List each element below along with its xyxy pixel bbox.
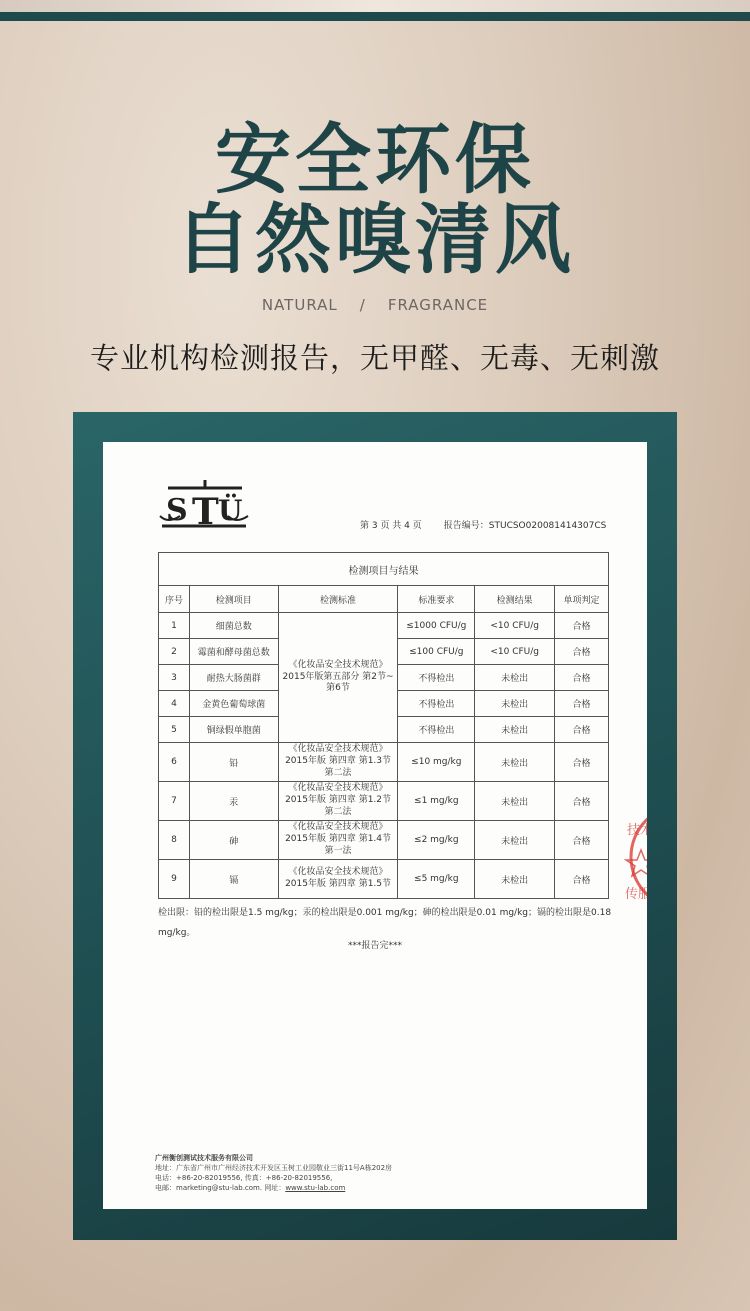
row-verdict: 合格 <box>555 717 609 743</box>
row-requirement: ≤1000 CFU/g <box>398 613 475 639</box>
row-requirement: ≤100 CFU/g <box>398 639 475 665</box>
merged-standard-cell: 《化妆品安全技术规范》2015年版第五部分 第2节~第6节 <box>278 613 398 743</box>
table-row <box>159 743 609 782</box>
row-number: 2 <box>159 639 190 665</box>
stu-logo <box>158 476 250 532</box>
row-result: 未检出 <box>475 665 555 691</box>
row-number: 3 <box>159 665 190 691</box>
row-requirement: 不得检出 <box>398 665 475 691</box>
row-verdict: 合格 <box>555 665 609 691</box>
row-requirement: 不得检出 <box>398 717 475 743</box>
row-item: 耐热大肠菌群 <box>189 665 278 691</box>
row-item: 汞 <box>189 782 278 821</box>
row-verdict: 合格 <box>555 860 609 899</box>
row-verdict: 合格 <box>555 743 609 782</box>
row-result: <10 CFU/g <box>475 639 555 665</box>
row-number: 7 <box>159 782 190 821</box>
row-number: 5 <box>159 717 190 743</box>
stamp-text-bottom: 传服 <box>625 887 652 902</box>
table-title: 检测项目与结果 <box>159 553 609 586</box>
report-number: 报告编号：STUCSO020081414307CS <box>443 521 607 531</box>
stamp-text-top: 技术 <box>627 823 654 838</box>
logo-letter-s: S <box>166 493 188 528</box>
report-end-mark: ***报告完*** <box>347 941 402 951</box>
row-item: 细菌总数 <box>189 613 278 639</box>
table-row <box>159 782 609 821</box>
results-table <box>158 552 609 899</box>
column-header: 检测结果 <box>475 586 555 613</box>
row-requirement: ≤2 mg/kg <box>398 821 475 860</box>
row-requirement: 不得检出 <box>398 691 475 717</box>
row-result: 未检出 <box>475 743 555 782</box>
subtitle-right: FRAGRANCE <box>387 296 489 314</box>
subtitle-separator: / <box>359 296 366 314</box>
row-result: 未检出 <box>475 860 555 899</box>
table-title-row <box>159 553 609 586</box>
row-item: 砷 <box>189 821 278 860</box>
row-requirement: ≤10 mg/kg <box>398 743 475 782</box>
footer-contact <box>155 1183 392 1193</box>
logo-letter-u: Ü <box>218 494 243 527</box>
row-standard: 《化妆品安全技术规范》2015年版 第四章 第1.5节 <box>278 860 398 899</box>
table-header-row <box>159 586 609 613</box>
table-row <box>159 860 609 899</box>
row-verdict: 合格 <box>555 639 609 665</box>
row-standard: 《化妆品安全技术规范》2015年版 第四章 第1.4节 第一法 <box>278 821 398 860</box>
red-seal-stamp <box>623 802 654 912</box>
report-document <box>103 442 654 1209</box>
footer-address: 地址：广东省广州市广州经济技术开发区玉树工业园敬业三街11号A栋202房 <box>155 1164 393 1172</box>
row-number: 6 <box>159 743 190 782</box>
footer-phone: 电话：+86-20-82019556, 传真：+86-20-82019556, <box>155 1174 333 1182</box>
row-number: 9 <box>159 860 190 899</box>
tagline: 专业机构检测报告，无甲醛、无毒、无刺激 <box>89 341 660 375</box>
row-requirement: ≤5 mg/kg <box>398 860 475 899</box>
column-header: 检测项目 <box>189 586 278 613</box>
row-result: 未检出 <box>475 717 555 743</box>
logo-letter-t: T <box>192 491 219 532</box>
column-header: 标准要求 <box>398 586 475 613</box>
footer-company: 广州衡创测试技术服务有限公司 <box>155 1154 253 1162</box>
detection-limits-note: 检出限：铅的检出限是1.5 mg/kg；汞的检出限是0.001 mg/kg；砷的检出限是0.01 mg/kg；镉的检出限是0.18 mg/kg。 <box>158 908 612 938</box>
row-result: 未检出 <box>475 821 555 860</box>
row-item: 金黄色葡萄球菌 <box>189 691 278 717</box>
row-number: 8 <box>159 821 190 860</box>
column-header: 检测标准 <box>278 586 398 613</box>
row-standard: 《化妆品安全技术规范》2015年版 第四章 第1.3节 第二法 <box>278 743 398 782</box>
top-strip <box>0 0 750 12</box>
row-result: 未检出 <box>475 782 555 821</box>
row-verdict: 合格 <box>555 782 609 821</box>
row-number: 4 <box>159 691 190 717</box>
footer-email: 电邮：marketing@stu-lab.com. 网址： <box>155 1184 286 1192</box>
headline-line-1: 安全环保 <box>215 115 535 204</box>
footer-website-link[interactable]: www.stu-lab.com <box>285 1184 346 1192</box>
row-item: 铜绿假单胞菌 <box>189 717 278 743</box>
row-item: 铅 <box>189 743 278 782</box>
row-standard: 《化妆品安全技术规范》2015年版 第四章 第1.2节 第二法 <box>278 782 398 821</box>
row-verdict: 合格 <box>555 821 609 860</box>
column-header: 单项判定 <box>555 586 609 613</box>
document-footer <box>155 1153 392 1193</box>
table-row <box>159 613 609 639</box>
row-verdict: 合格 <box>555 691 609 717</box>
row-verdict: 合格 <box>555 613 609 639</box>
row-result: <10 CFU/g <box>475 613 555 639</box>
subtitle-left: NATURAL <box>261 296 338 314</box>
table-row <box>159 821 609 860</box>
headline-line-2: 自然嗅清风 <box>175 195 575 284</box>
page-meta <box>360 518 606 531</box>
subtitle <box>0 296 750 314</box>
page-info: 第 3 页 共 4 页 <box>360 521 422 531</box>
row-number: 1 <box>159 613 190 639</box>
row-result: 未检出 <box>475 691 555 717</box>
row-item: 霉菌和酵母菌总数 <box>189 639 278 665</box>
row-item: 镉 <box>189 860 278 899</box>
top-accent-bar <box>0 12 750 21</box>
column-header: 序号 <box>159 586 190 613</box>
row-requirement: ≤1 mg/kg <box>398 782 475 821</box>
